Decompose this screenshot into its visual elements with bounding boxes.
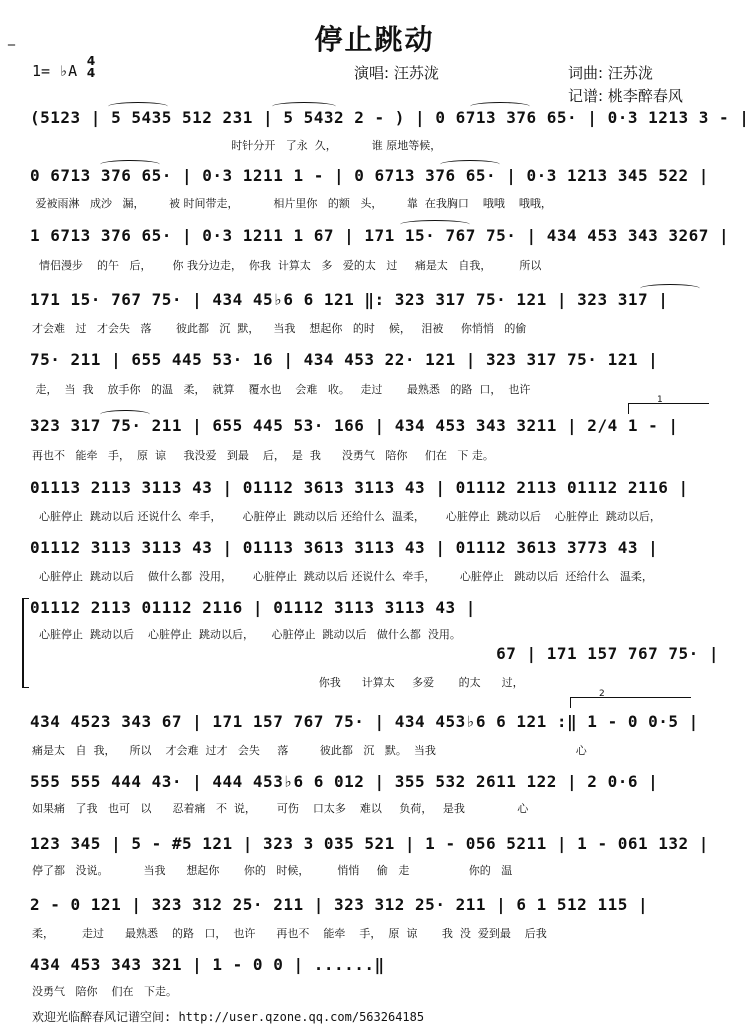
slur-arc <box>272 102 336 111</box>
score-row-12-lyrics: 如果痛 了我 也可 以 忍着痛 不 说， 可伤 口太多 难以 负荷， 是我 心 <box>32 802 529 815</box>
corner-mark: _ <box>8 30 15 46</box>
transcriber-credit: 记谱: 桃李醉春风 <box>568 87 683 105</box>
score-row-7-notes: 01113 2113 3113 43 | 01112 3613 3113 43 | 01112 2113 01112 2116 | <box>30 478 689 497</box>
slur-arc <box>440 160 500 169</box>
volta-second-label: 2 <box>599 689 605 699</box>
meter-bottom: 4 <box>86 66 96 80</box>
score-row-13-lyrics: 停了都 没说。 当我 想起你 你的 时候， 悄悄 偷 走 你的 温 <box>32 864 513 877</box>
slur-arc <box>640 284 700 293</box>
score-row-14-lyrics: 柔， 走过 最熟悉 的路 口， 也许 再也不 能牵 手， 原 谅 我 没 爱到最 后我 <box>32 927 547 940</box>
score-row-15-lyrics: 没勇气 陪你 们在 下走。 <box>32 985 177 998</box>
score-row-10-notes: 67 | 171 157 767 75· | <box>30 644 720 663</box>
score-row-10-lyrics: 你我 计算太 多爱 的太 过， <box>32 676 524 689</box>
score-row-8-lyrics: 心脏停止 跳动以后 做什么都 没用， 心脏停止 跳动以后 还说什么 牵手， 心脏停止 跳动以后 还给什么 温柔， <box>32 570 653 583</box>
volta-second-ending <box>570 689 691 708</box>
composer-credit: 词曲: 汪苏泷 <box>568 64 653 82</box>
song-title: 停止跳动 <box>314 23 435 56</box>
score-row-3-lyrics: 情侣漫步 的午 后， 你 我分边走， 你我 计算太 多 爱的太 过 痛是太 自我， 所以 <box>32 259 542 272</box>
score-row-15-notes: 434 453 343 321 | 1 - 0 0 | ......‖ <box>30 955 385 974</box>
score-row-2-lyrics: 爱被雨淋 成沙 漏， 被 时间带走， 相片里你 的额 头， 靠 在我胸口 哦哦 哦哦， <box>32 197 552 210</box>
score-row-11-lyrics: 痛是太 自 我， 所以 才会难 过才 会失 落 彼此都 沉 默。 当我 心 <box>32 744 587 757</box>
score-row-6-notes: 323 317 75· 211 | 655 445 53· 166 | 434 453 343 3211 | 2/4 1 - | <box>30 416 679 435</box>
slur-arc <box>108 102 168 111</box>
score-row-6-lyrics: 再也不 能牵 手， 原 谅 我没爱 到最 后， 是 我 没勇气 陪你 们在 下 走。 <box>32 449 494 462</box>
slur-arc <box>470 102 530 111</box>
score-row-12-notes: 555 555 444 43· | 444 453♭6 6 012 | 355 532 2611 122 | 2 0·6 | <box>30 772 659 791</box>
score-row-5-notes: 75· 211 | 655 445 53· 16 | 434 453 22· 121 | 323 317 75· 121 | <box>30 350 659 369</box>
slur-arc <box>100 410 150 419</box>
score-row-1-notes: (5123 | 5 5435 512 231 | 5 5432 2 - ) | 0 6713 376 65· | 0·3 1213 3 - | <box>30 108 749 127</box>
slur-arc <box>100 160 160 169</box>
singer-credit: 演唱: 汪苏泷 <box>354 64 439 82</box>
slur-arc <box>400 220 470 229</box>
score-row-13-notes: 123 345 | 5 - #5 121 | 323 3 035 521 | 1 - 056 5211 | 1 - 061 132 | <box>30 834 709 853</box>
footer-credit: 欢迎光临醉春风记谱空间: http://user.qzone.qq.com/563264185 <box>32 1010 425 1024</box>
score-row-4-lyrics: 才会难 过 才会失 落 彼此都 沉 默， 当我 想起你 的时 候， 泪被 你悄悄 的偷 <box>32 322 527 335</box>
score-row-9-notes: 01112 2113 01112 2116 | 01112 3113 3113 43 | <box>30 598 476 617</box>
score-row-3-notes: 1 6713 376 65· | 0·3 1211 1 67 | 171 15· 767 75· | 434 453 343 3267 | <box>30 226 730 245</box>
score-row-4-notes: 171 15· 767 75· | 434 45♭6 6 121 ‖: 323 317 75· 121 | 323 317 | <box>30 290 669 309</box>
score-row-8-notes: 01112 3113 3113 43 | 01113 3613 3113 43 | 01112 3613 3773 43 | <box>30 538 659 557</box>
volta-first-label: 1 <box>657 395 663 405</box>
score-row-7-lyrics: 心脏停止 跳动以后 还说什么 牵手， 心脏停止 跳动以后 还给什么 温柔， 心脏停止 跳动以后 心脏停止 跳动以后， <box>32 510 661 523</box>
repeat-bracket <box>22 598 29 688</box>
score-row-11-notes: 434 4523 343 67 | 171 157 767 75· | 434 453♭6 6 121 :‖ 1 - 0 0·5 | <box>30 712 699 731</box>
time-signature <box>84 55 98 79</box>
score-row-2-notes: 0 6713 376 65· | 0·3 1211 1 - | 0 6713 376 65· | 0·3 1213 345 522 | <box>30 166 709 185</box>
key-signature: 1= ♭A <box>32 62 78 80</box>
meter-top: 4 <box>86 54 96 68</box>
score-row-1-lyrics: 时针分开 了永 久， 谁 原地等候， <box>32 139 442 152</box>
volta-first-ending <box>628 395 709 414</box>
score-row-5-lyrics: 走， 当 我 放手你 的温 柔， 就算 覆水也 会难 收。 走过 最熟悉 的路 口， 也许 <box>32 383 531 396</box>
score-row-14-notes: 2 - 0 121 | 323 312 25· 211 | 323 312 25· 211 | 6 1 512 115 | <box>30 895 649 914</box>
score-row-9-lyrics: 心脏停止 跳动以后 心脏停止 跳动以后， 心脏停止 跳动以后 做什么都 没用。 <box>32 628 461 641</box>
